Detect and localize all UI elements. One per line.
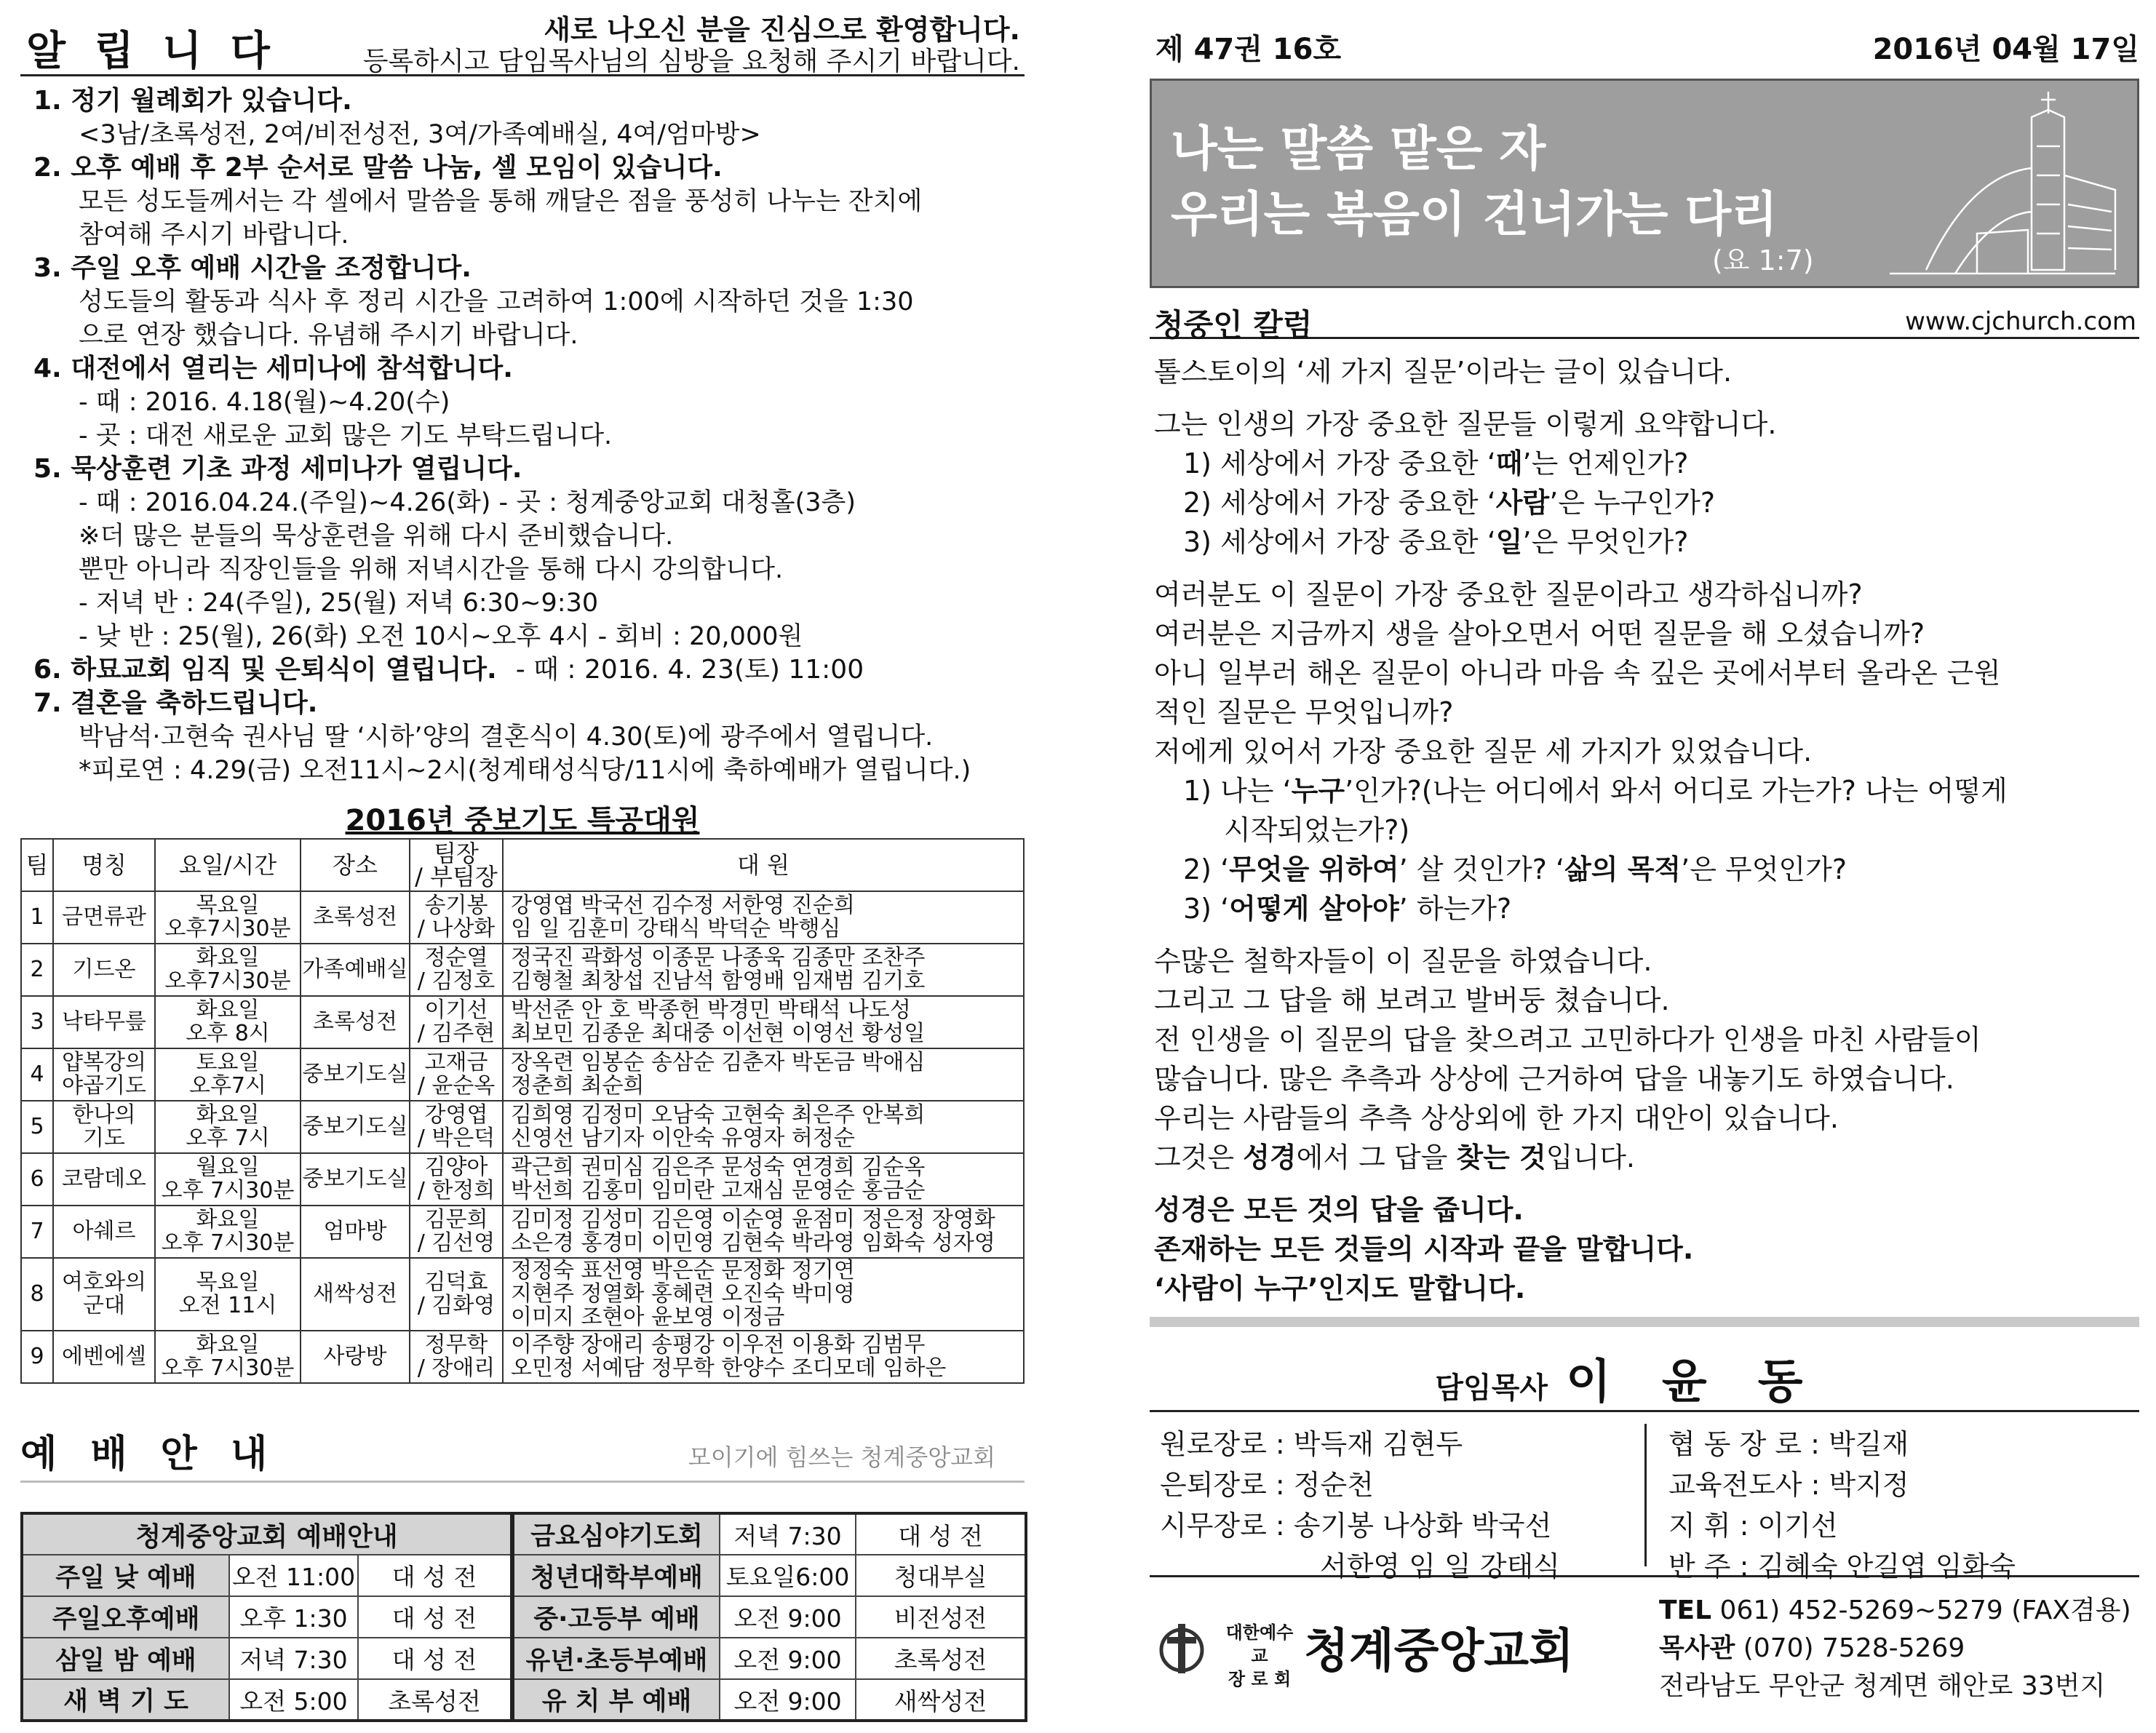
contact-info	[1659, 1592, 2131, 1705]
prayer-team-row	[21, 944, 1024, 996]
denomination-label: 대한예수교 장 로 회	[1225, 1622, 1294, 1689]
service-name: 주일 낮 예배	[22, 1555, 229, 1596]
church-logo-icon	[1158, 1621, 1205, 1676]
worship-table-title: 청계중앙교회 예배안내	[22, 1513, 512, 1555]
team-members-line: 정국진 곽화성 이종문 나종욱 김종만 조찬주	[511, 945, 926, 971]
column-header	[301, 839, 410, 891]
prayer-team-row	[21, 1101, 1024, 1153]
staff-list	[1644, 1424, 2132, 1582]
worship-title: 예 배 안 내	[20, 1433, 278, 1476]
column-header	[1150, 294, 2139, 343]
team-time	[155, 996, 301, 1048]
team-time-line: 오후 7시30분	[161, 1178, 295, 1203]
worship-row	[22, 1638, 1026, 1679]
team-leader-line: / 장애리	[417, 1355, 496, 1381]
service-place: 초록성전	[856, 1638, 1026, 1679]
team-time-line: 화요일	[196, 997, 260, 1023]
team-name	[53, 1153, 155, 1206]
welcome-submessage: 등록하시고 담임목사님의 심방을 요청해 주시기 바랍니다.	[362, 47, 1020, 76]
announcement-detail: 참여해 주시기 바랍니다.	[79, 220, 349, 250]
team-time-line: 화요일	[196, 945, 260, 971]
team-place: 새싹성전	[301, 1258, 410, 1331]
team-time	[155, 1101, 301, 1153]
church-address: 전라남도 무안군 청계면 해안로 33번지	[1659, 1671, 2106, 1701]
announcement-title: 1. 정기 월례회가 있습니다.	[33, 86, 352, 116]
header-text: 대 원	[737, 851, 789, 879]
service-place: 비전성전	[856, 1596, 1026, 1638]
team-members-line: 소은경 홍경미 이민영 김현숙 박라영 임화숙 성자영	[511, 1230, 995, 1256]
column-text: 아니 일부러 해온 질문이 아니라 마음 속 깊은 곳에서부터 올라온 근원	[1154, 657, 2001, 689]
service-time: 오전 9:00	[720, 1596, 856, 1638]
banner-line-2: 우리는 복음이 건너가는 다리	[1171, 186, 1778, 242]
staff-row: 서한영 임 일 강태식	[1320, 1550, 1560, 1582]
team-leader	[410, 944, 503, 996]
service-name: 유 치 부 예배	[512, 1679, 720, 1721]
announcement-detail: - 때 : 2016. 4.18(월)~4.20(수)	[79, 388, 450, 417]
announcement-title: 6. 하묘교회 임직 및 은퇴식이 열립니다. - 때 : 2016. 4. 23(토) 11:00	[33, 655, 864, 685]
team-name-line: 한나의	[72, 1102, 136, 1128]
column-title: 청중인 칼럼	[1154, 307, 1313, 343]
column-text: 전 인생을 이 질문의 답을 찾으려고 고민하다가 인생을 마친 사람들이	[1154, 1024, 1981, 1056]
service-place: 새싹성전	[856, 1679, 1026, 1721]
team-name-line: 얍복강의	[62, 1050, 146, 1075]
staff-row: 시무장로 : 송기봉 나상화 박국선	[1160, 1510, 1552, 1542]
announcement-item	[33, 84, 1023, 151]
team-members-line: 오민정 서예담 정무학 한양수 조디모데 임하은	[511, 1355, 947, 1381]
column-body	[1154, 352, 2139, 1308]
team-name-line: 군대	[83, 1293, 125, 1318]
announcement-item	[33, 653, 1023, 687]
service-time: 토요일6:00	[720, 1555, 856, 1596]
team-place: 초록성전	[301, 891, 410, 944]
announcement-detail: - 때 : 2016. 4. 23(토) 11:00	[515, 655, 864, 685]
header-text: 장소	[333, 851, 378, 879]
column-conclusion: 존재하는 모든 것들의 시작과 끝을 말합니다.	[1154, 1233, 1694, 1265]
team-time	[155, 891, 301, 944]
team-members-line: 이미지 조현아 윤보영 이정금	[511, 1304, 785, 1330]
service-time: 저녁 7:30	[229, 1638, 358, 1679]
church-building-illustration	[1882, 88, 2123, 284]
service-time: 오전 9:00	[720, 1679, 856, 1721]
team-leader-line: / 박은덕	[417, 1126, 496, 1151]
service-name: 금요심야기도회	[512, 1513, 720, 1555]
column-question: 2) ‘무엇을 위하여’ 살 것인가? ‘삶의 목적’은 무엇인가?	[1183, 853, 1847, 885]
worship-row	[22, 1513, 1026, 1555]
banner-reference: (요 1:7)	[1712, 244, 1814, 276]
team-leader-line: 김문희	[424, 1207, 488, 1232]
service-name: 유년·초등부예배	[512, 1638, 720, 1679]
announcement-item	[33, 151, 1023, 252]
staff-row: 교육전도사 : 박지정	[1668, 1469, 1909, 1501]
team-number: 9	[21, 1331, 53, 1383]
announcement-item	[33, 352, 1023, 453]
header-text: / 부팀장	[415, 863, 498, 891]
team-time-line: 토요일	[196, 1050, 260, 1075]
column-header	[155, 839, 301, 891]
staff-row: 반 주 : 김혜숙 안길엽 임화숙	[1668, 1550, 2016, 1582]
column-conclusion: ‘사람이 누구’인지도 말합니다.	[1154, 1272, 1526, 1304]
team-members-line: 지현주 정열화 홍혜련 오진숙 박미영	[511, 1281, 855, 1307]
staff-row: 지 휘 : 이기선	[1668, 1510, 1838, 1542]
team-members	[503, 1048, 1024, 1101]
column-question: 시작되었는가?)	[1224, 814, 1410, 846]
team-place: 중보기도실	[301, 1101, 410, 1153]
announcement-detail: *피로연 : 4.29(금) 오전11시~2시(청계태성식당/11시에 축하예배가 열립니다.)	[79, 756, 971, 785]
prayer-team-row	[21, 891, 1024, 944]
team-time-line: 화요일	[196, 1207, 260, 1232]
team-leader	[410, 891, 503, 944]
header-text: 팀장	[434, 840, 479, 867]
team-time-line: 오후 7시	[186, 1126, 270, 1151]
prayer-team-table	[20, 838, 1025, 1384]
team-name-line: 아쉐르	[72, 1219, 136, 1244]
announcement-detail: - 때 : 2016.04.24.(주일)~4.26(화) - 곳 : 청계중앙교회 대청홀(3층)	[79, 488, 856, 517]
team-leader	[410, 1331, 503, 1383]
team-time-line: 목요일	[196, 893, 260, 918]
prayer-team-row	[21, 996, 1024, 1048]
parsonage-phone: 목사관 (070) 7528-5269	[1659, 1633, 1965, 1663]
announcement-title: 5. 묵상훈련 기초 과정 세미나가 열립니다.	[33, 454, 522, 484]
team-time	[155, 1048, 301, 1101]
team-members	[503, 1258, 1024, 1331]
team-name-line: 여호와의	[62, 1270, 146, 1295]
team-members-line: 최보민 김종운 최대중 이선현 이영선 황성일	[511, 1021, 926, 1046]
announcement-detail: 으로 연장 했습니다. 유념해 주시기 바랍니다.	[79, 321, 578, 350]
column-text: 톨스토이의 ‘세 가지 질문’이라는 글이 있습니다.	[1154, 356, 1733, 388]
service-place: 대 성 전	[358, 1596, 512, 1638]
team-members	[503, 1331, 1024, 1383]
column-header	[53, 839, 155, 891]
team-leader	[410, 1153, 503, 1206]
team-leader	[410, 1258, 503, 1331]
team-leader-line: / 윤순옥	[417, 1073, 496, 1099]
team-members-line: 이주향 장애리 송평강 이우전 이용화 김범무	[511, 1332, 926, 1358]
church-website-link[interactable]: www.cjchurch.com	[1905, 307, 2136, 336]
team-time-line: 화요일	[196, 1332, 260, 1358]
issue-date: 2016년 04월 17일	[1872, 33, 2139, 66]
header-text: 명칭	[81, 851, 127, 879]
team-members-line: 곽근희 권미심 김은주 문성숙 연경희 김순옥	[511, 1155, 926, 1180]
prayer-team-row	[21, 1258, 1024, 1331]
pastor-signature	[1150, 1344, 2139, 1411]
team-time	[155, 1153, 301, 1206]
phone-number: TEL 061) 452-5269~5279 (FAX겸용)	[1659, 1595, 2131, 1625]
team-name	[53, 996, 155, 1048]
team-time	[155, 1206, 301, 1258]
team-time-line: 월요일	[196, 1155, 260, 1180]
team-time-line: 오후7시30분	[164, 968, 291, 994]
team-number: 7	[21, 1206, 53, 1258]
team-name-line: 야곱기도	[62, 1073, 146, 1099]
announcement-detail: 뿐만 아니라 직장인들을 위해 저녁시간을 통해 다시 강의합니다.	[79, 555, 784, 584]
worship-header	[20, 1410, 1025, 1483]
welcome-message: 새로 나오신 분을 진심으로 환영합니다.	[544, 14, 1020, 46]
service-name: 중·고등부 예배	[512, 1596, 720, 1638]
announcement-item	[33, 453, 1023, 653]
team-name-line: 낙타무릎	[62, 1009, 146, 1035]
worship-row	[22, 1679, 1026, 1721]
prayer-team-row	[21, 1153, 1024, 1206]
team-place: 엄마방	[301, 1206, 410, 1258]
announcement-title: 7. 결혼을 축하드립니다.	[33, 688, 318, 718]
announcements-header	[20, 7, 1025, 76]
team-members-line: 김형철 최창섭 진남석 함영배 임재범 김기호	[511, 968, 926, 994]
column-text: 그는 인생의 가장 중요한 질문들 이렇게 요약합니다.	[1154, 408, 1777, 440]
column-header	[21, 839, 53, 891]
team-time	[155, 1331, 301, 1383]
left-page	[20, 0, 1025, 1733]
service-name: 삼일 밤 예배	[22, 1638, 229, 1679]
service-place: 대 성 전	[358, 1638, 512, 1679]
team-number: 2	[21, 944, 53, 996]
team-members	[503, 1153, 1024, 1206]
announcement-detail: - 낮 반 : 25(월), 26(화) 오전 10시~오후 4시 - 회비 : 20,000원	[79, 622, 803, 651]
team-name	[53, 1331, 155, 1383]
team-name	[53, 944, 155, 996]
column-text: 우리는 사람들의 추측 상상외에 한 가지 대안이 있습니다.	[1154, 1102, 1839, 1134]
team-leader-line: 정무학	[424, 1332, 488, 1358]
team-leader	[410, 996, 503, 1048]
team-members-line: 김미정 김성미 김은영 이순영 윤점미 정은정 장영화	[511, 1207, 995, 1232]
team-name	[53, 1258, 155, 1331]
team-name-line: 코람데오	[62, 1166, 146, 1192]
column-text: 여러분은 지금까지 생을 살아오면서 어떤 질문을 해 오셨습니까?	[1154, 618, 1925, 650]
announcement-item	[33, 252, 1023, 352]
header-text: 요일/시간	[178, 851, 277, 879]
team-members-line: 정춘희 최순희	[511, 1073, 645, 1099]
announcement-detail: - 곳 : 대전 새로운 교회 많은 기도 부탁드립니다.	[79, 421, 613, 450]
header-text: 팀	[25, 851, 49, 879]
team-members	[503, 891, 1024, 944]
announcement-item	[33, 687, 1023, 787]
team-members-line: 장옥련 임봉순 송삼순 김춘자 박돈금 박애심	[511, 1050, 926, 1075]
service-name: 새 벽 기 도	[22, 1679, 229, 1721]
team-name	[53, 1101, 155, 1153]
staff-row: 협 동 장 로 : 박길재	[1668, 1428, 1909, 1460]
column-question: 2) 세상에서 가장 중요한 ‘사람’은 누구인가?	[1183, 487, 1716, 519]
team-leader	[410, 1206, 503, 1258]
team-leader-line: 김양아	[424, 1155, 488, 1180]
theme-banner	[1150, 79, 2139, 288]
team-leader-line: 강영엽	[424, 1102, 488, 1128]
service-name: 청년대학부예배	[512, 1555, 720, 1596]
column-question: 3) 세상에서 가장 중요한 ‘일’은 무엇인가?	[1183, 526, 1689, 558]
column-header	[410, 839, 503, 891]
column-text: 저에게 있어서 가장 중요한 질문 세 가지가 있었습니다.	[1154, 736, 1813, 768]
column-question: 3) ‘어떻게 살아야’ 하는가?	[1183, 893, 1512, 925]
column-text: 여러분도 이 질문이 가장 중요한 질문이라고 생각하십니까?	[1154, 578, 1863, 610]
team-leader-line: 고재금	[424, 1050, 488, 1075]
service-time: 오전 9:00	[720, 1638, 856, 1679]
team-leader	[410, 1048, 503, 1101]
service-place: 초록성전	[358, 1679, 512, 1721]
team-leader-line: 송기봉	[424, 893, 488, 918]
team-name-line: 기드온	[72, 957, 136, 982]
team-time	[155, 1258, 301, 1331]
column-conclusion: 성경은 모든 것의 답을 줍니다.	[1154, 1194, 1524, 1226]
announcements-title: 알 립 니 다	[26, 28, 277, 75]
column-question: 1) 세상에서 가장 중요한 ‘때’는 언제인가?	[1183, 447, 1689, 479]
prayer-team-row	[21, 1048, 1024, 1101]
team-members-line: 박선희 김홍미 임미란 고재심 문영순 홍금순	[511, 1178, 926, 1203]
team-leader-line: / 나상화	[417, 916, 496, 941]
team-leader-line: 정순열	[424, 945, 488, 971]
column-text: 적인 질문은 무엇입니까?	[1154, 696, 1454, 728]
team-leader	[410, 1101, 503, 1153]
team-place: 중보기도실	[301, 1153, 410, 1206]
team-time-line: 오후7시	[188, 1073, 267, 1099]
worship-schedule-table	[20, 1512, 1027, 1722]
team-number: 4	[21, 1048, 53, 1101]
column-header	[503, 839, 1024, 891]
banner-line-1: 나는 말씀 맡은 자	[1171, 121, 1546, 177]
prayer-table-header	[21, 839, 1024, 891]
service-time: 오전 11:00	[229, 1555, 358, 1596]
announcement-detail: - 저녁 반 : 24(주일), 25(월) 저녁 6:30~9:30	[79, 589, 599, 618]
team-members-line: 강영엽 박국선 김수정 서한영 진순희	[511, 893, 855, 918]
team-time-line: 오후7시30분	[164, 916, 291, 941]
prayer-team-title: 2016년 중보기도 특공대원	[345, 804, 700, 837]
announcement-detail: <3남/초록성전, 2여/비전성전, 3여/가족예배실, 4여/엄마방>	[79, 120, 761, 149]
team-time-line: 화요일	[196, 1102, 260, 1128]
announcement-list	[33, 84, 1023, 787]
announcement-detail: 성도들의 활동과 식사 후 정리 시간을 고려하여 1:00에 시작하던 것을 1:30	[79, 287, 914, 316]
team-time-line: 오후 8시	[186, 1021, 270, 1046]
team-name-line: 금면류관	[62, 904, 146, 930]
team-leader-line: / 김선영	[417, 1230, 496, 1256]
announcement-detail: 모든 성도들께서는 각 셀에서 말씀을 통해 깨달은 점을 풍성히 나누는 잔치에	[79, 187, 923, 216]
announcement-detail: ※더 많은 분들의 묵상훈련을 위해 다시 준비했습니다.	[79, 522, 674, 551]
elders-list	[1160, 1424, 1611, 1587]
team-members-line: 정정숙 표선영 박은순 문정화 정기연	[511, 1258, 855, 1283]
service-place: 청대부실	[856, 1555, 1026, 1596]
column-text: 그리고 그 답을 해 보려고 발버둥 쳤습니다.	[1154, 984, 1670, 1016]
staff-row: 원로장로 : 박득재 김현두	[1160, 1428, 1463, 1460]
team-leader-line: / 한정희	[417, 1178, 496, 1203]
announcement-title: 2. 오후 예배 후 2부 순서로 말씀 나눔, 셀 모임이 있습니다.	[33, 153, 723, 183]
announcement-title: 3. 주일 오후 예배 시간을 조정합니다.	[33, 253, 472, 283]
staff-row: 은퇴장로 : 정순천	[1160, 1469, 1374, 1501]
church-name: 청계중앙교회	[1304, 1625, 1574, 1678]
worship-row	[22, 1596, 1026, 1638]
service-name: 주일오후예배	[22, 1596, 229, 1638]
team-name	[53, 1048, 155, 1101]
team-leader-line: / 김주현	[417, 1021, 496, 1046]
team-members	[503, 1206, 1024, 1258]
prayer-team-row	[21, 1331, 1024, 1383]
worship-row	[22, 1555, 1026, 1596]
team-members-line: 신영선 남기자 이안숙 유영자 허정순	[511, 1126, 855, 1151]
team-leader-line: 김덕효	[424, 1270, 488, 1295]
team-leader-line: / 김화영	[417, 1293, 496, 1318]
column-text: 많습니다. 많은 추측과 상상에 근거하여 답을 내놓기도 하였습니다.	[1154, 1063, 1954, 1095]
divider	[1150, 1317, 2139, 1327]
team-number: 8	[21, 1258, 53, 1331]
pastor-label: 담임목사	[1435, 1371, 1548, 1405]
service-place: 대 성 전	[358, 1555, 512, 1596]
team-members-line: 박선준 안 호 박종헌 박경민 박태석 나도성	[511, 997, 911, 1023]
church-footer	[1150, 1592, 2139, 1723]
team-place: 가족예배실	[301, 944, 410, 996]
team-number: 6	[21, 1153, 53, 1206]
column-text: 그것은 성경에서 그 답을 찾는 것입니다.	[1154, 1142, 1635, 1174]
team-number: 3	[21, 996, 53, 1048]
team-number: 1	[21, 891, 53, 944]
column-question: 1) 나는 ‘누구’인가?(나는 어디에서 와서 어디로 가는가? 나는 어떻게	[1183, 775, 2008, 807]
service-time: 오전 5:00	[229, 1679, 358, 1721]
column-text: 수많은 철학자들이 이 질문을 하였습니다.	[1154, 945, 1652, 977]
church-staff	[1150, 1410, 2139, 1582]
team-place: 사랑방	[301, 1331, 410, 1383]
service-time: 오후 1:30	[229, 1596, 358, 1638]
prayer-team-row	[21, 1206, 1024, 1258]
team-place: 초록성전	[301, 996, 410, 1048]
team-time-line: 목요일	[196, 1270, 260, 1295]
team-name	[53, 1206, 155, 1258]
right-page	[1150, 0, 2139, 1733]
team-leader-line: 이기선	[424, 997, 488, 1023]
team-name	[53, 891, 155, 944]
team-name-line: 기도	[83, 1126, 125, 1151]
issue-number: 제 47권 16호	[1155, 33, 1342, 66]
service-place: 대 성 전	[856, 1513, 1026, 1555]
team-place: 중보기도실	[301, 1048, 410, 1101]
team-time-line: 오전 11시	[178, 1293, 277, 1318]
team-time-line: 오후 7시30분	[161, 1230, 295, 1256]
worship-slogan: 모이기에 힘쓰는 청계중앙교회	[688, 1443, 995, 1471]
announcement-title: 4. 대전에서 열리는 세미나에 참석합니다.	[33, 354, 513, 383]
service-time: 저녁 7:30	[720, 1513, 856, 1555]
team-leader-line: / 김정호	[417, 968, 496, 994]
team-time	[155, 944, 301, 996]
pastor-name: 이윤동	[1566, 1355, 1854, 1409]
team-number: 5	[21, 1101, 53, 1153]
team-name-line: 에벤에셀	[62, 1344, 146, 1369]
team-members	[503, 944, 1024, 996]
announcement-detail: 박남석·고현숙 권사님 딸 ‘시하’양의 결혼식이 4.30(토)에 광주에서 열립니다.	[79, 722, 934, 752]
team-time-line: 오후 7시30분	[161, 1355, 295, 1381]
team-members	[503, 1101, 1024, 1153]
team-members	[503, 996, 1024, 1048]
team-members-line: 김희영 김정미 오남숙 고현숙 최은주 안복희	[511, 1102, 926, 1128]
team-members-line: 임 일 김훈미 강태식 박덕순 박행심	[511, 916, 841, 941]
